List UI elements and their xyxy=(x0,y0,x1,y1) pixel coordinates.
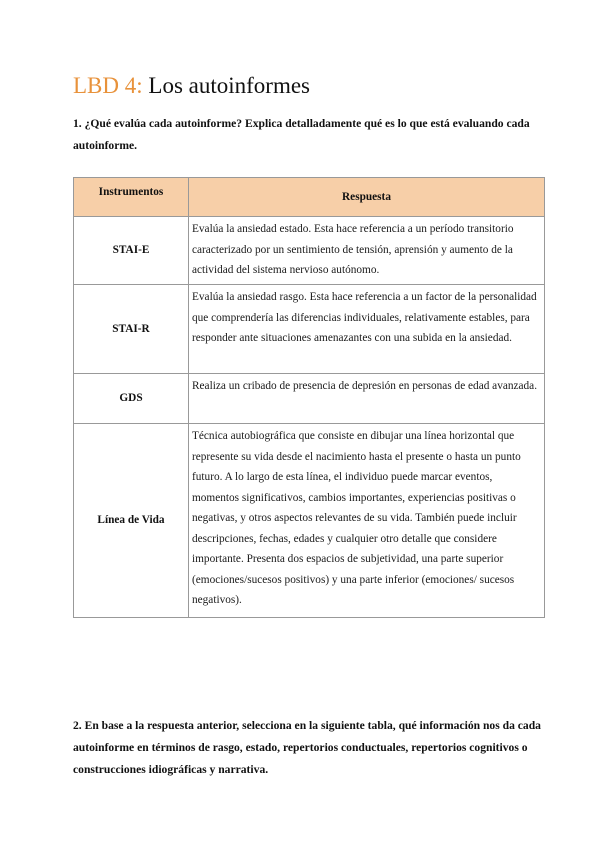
instrument-cell: STAI-R xyxy=(74,285,189,374)
title-code: LBD 4: xyxy=(73,73,143,98)
response-cell: Evalúa la ansiedad rasgo. Esta hace referencia a un factor de la personalidad que comprendería las diferencias individuales, relativamente estables, para responder ante situaciones amenazantes con una subida en la ansiedad. xyxy=(189,285,545,374)
autoinformes-table xyxy=(73,177,545,618)
header-instrumentos: Instrumentos xyxy=(74,178,189,217)
instrument-cell: Línea de Vida xyxy=(74,424,189,618)
table-row xyxy=(74,285,545,374)
question-1: 1. ¿Qué evalúa cada autoinforme? Explica detalladamente qué es lo que está evaluando cada autoinforme. xyxy=(73,117,530,152)
response-cell: Técnica autobiográfica que consiste en dibujar una línea horizontal que represente su vida desde el nacimiento hasta el presente o hasta un punto futuro. A lo largo de esta línea, el individuo puede marcar eventos, momentos significativos, cambios importantes, experiencias positivas o negativas, y otros aspectos relevantes de su vida. También puede incluir descripciones, fechas, edades y cualquier otro detalle que considere importante. Presenta dos espacios de subjetividad, una parte superior (emociones/sucesos positivos) y una parte inferior (emociones/ sucesos negativos). xyxy=(189,424,545,618)
title-text: Los autoinformes xyxy=(148,73,310,98)
response-cell: Realiza un cribado de presencia de depresión en personas de edad avanzada. xyxy=(189,374,545,424)
table-header-row xyxy=(74,178,545,217)
table-row xyxy=(74,374,545,424)
table-row xyxy=(74,217,545,285)
page-title xyxy=(73,72,310,100)
response-cell: Evalúa la ansiedad estado. Esta hace referencia a un período transitorio caracterizado por un sentimiento de tensión, aprensión y aumento de la actividad del sistema nervioso autónomo. xyxy=(189,217,545,285)
question-2: 2. En base a la respuesta anterior, selecciona en la siguiente tabla, qué información nos da cada autoinforme en términos de rasgo, estado, repertorios conductuales, repertorios cognitivos o construcciones idiográficas y narrativa. xyxy=(73,719,541,776)
header-respuesta: Respuesta xyxy=(189,178,545,217)
instrument-cell: GDS xyxy=(74,374,189,424)
instrument-cell: STAI-E xyxy=(74,217,189,285)
table-row xyxy=(74,424,545,618)
